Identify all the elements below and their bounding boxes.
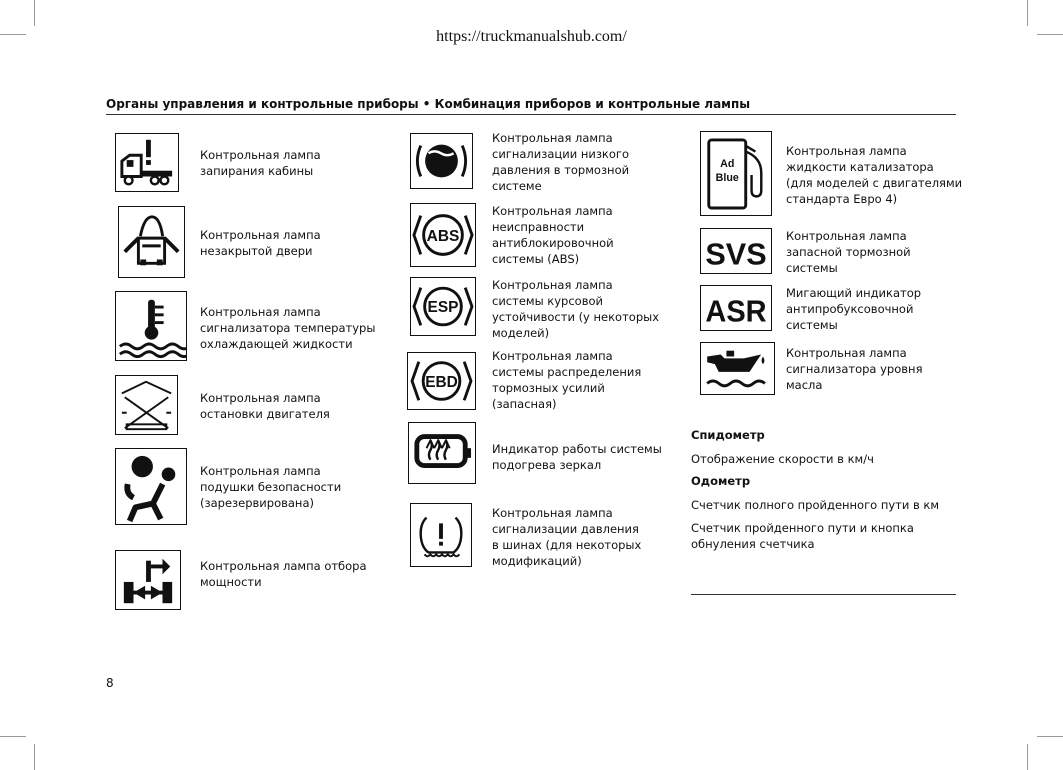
cab-lock-text: Контрольная лампа запирания кабины [200, 148, 321, 178]
coolant-temp-icon [115, 291, 187, 361]
svs-text: Контрольная лампа запасной тормозной системы [786, 229, 911, 275]
svg-text:Blue: Blue [715, 171, 739, 184]
section-end-rule [691, 594, 956, 595]
crop-mark [0, 736, 26, 737]
svg-text:Ad: Ad [720, 158, 735, 171]
odometer-title: Одометр [691, 474, 751, 488]
svg-text:ABS: ABS [426, 227, 460, 245]
svg-text:SVS: SVS [705, 237, 767, 272]
speedometer-title: Спидометр [691, 428, 765, 442]
pto-icon [115, 550, 181, 610]
engine-stop-text: Контрольная лампа остановки двигателя [200, 391, 330, 421]
page-number: 8 [106, 676, 114, 690]
cab-lock-icon [115, 133, 179, 192]
tire-pressure-icon [410, 503, 472, 567]
oil-pressure-icon [700, 342, 775, 395]
mirror-heating-text: Индикатор работы системы подогрева зеркал [492, 442, 662, 472]
oil-pressure-text: Контрольная лампа сигнализатора уровня масла [786, 346, 923, 392]
door-open-icon [118, 206, 185, 278]
abs-text: Контрольная лампа неисправности антиблокировочной системы (ABS) [492, 204, 614, 266]
asr-text: Мигающий индикатор антипробуксовочной системы [786, 286, 922, 332]
odometer-trip-text: Счетчик пройденного пути и кнопка обнуления счетчика [691, 521, 914, 551]
adblue-text: Контрольная лампа жидкости катализатора (для моделей с двигателями стандарта Евро 4) [786, 144, 963, 206]
crop-mark [1027, 744, 1028, 770]
airbag-text: Контрольная лампа подушки безопасности (зарезервирована) [200, 464, 342, 510]
coolant-temp-text: Контрольная лампа сигнализатора температуры охлаждающей жидкости [200, 305, 376, 351]
engine-stop-icon [115, 375, 178, 435]
svs-icon [700, 228, 772, 274]
svg-text:ASR: ASR [705, 294, 767, 329]
ebd-icon [407, 352, 476, 410]
esp-text: Контрольная лампа системы курсовой устойчивости (у некоторых моделей) [492, 278, 660, 340]
speedometer-text: Отображение скорости в км/ч [691, 452, 874, 466]
svg-text:EBD: EBD [425, 373, 458, 391]
pto-text: Контрольная лампа отбора мощности [200, 559, 367, 589]
crop-mark [1037, 736, 1063, 737]
brake-pressure-text: Контрольная лампа сигнализации низкого давления в тормозной системе [492, 131, 630, 193]
airbag-icon [115, 448, 187, 525]
page-header: Органы управления и контрольные приборы • Комбинация приборов и контрольные лампы [106, 97, 751, 111]
esp-icon [410, 277, 476, 336]
brake-pressure-icon [410, 133, 473, 189]
source-url[interactable]: https://truckmanualshub.com/ [436, 28, 627, 45]
door-open-text: Контрольная лампа незакрытой двери [200, 228, 321, 258]
crop-mark [1027, 0, 1028, 26]
tire-pressure-text: Контрольная лампа сигнализации давления в шинах (для некоторых модификаций) [492, 506, 642, 568]
odometer-total-text: Счетчик полного пройденного пути в км [691, 498, 940, 512]
svg-text:ESP: ESP [427, 298, 459, 316]
header-rule [106, 114, 956, 115]
adblue-icon [700, 131, 772, 216]
abs-icon [410, 203, 476, 267]
crop-mark [34, 0, 35, 26]
mirror-heating-icon [408, 422, 476, 484]
ebd-text: Контрольная лампа системы распределения тормозных усилий (запасная) [492, 349, 642, 411]
crop-mark [34, 744, 35, 770]
asr-icon [700, 285, 772, 331]
